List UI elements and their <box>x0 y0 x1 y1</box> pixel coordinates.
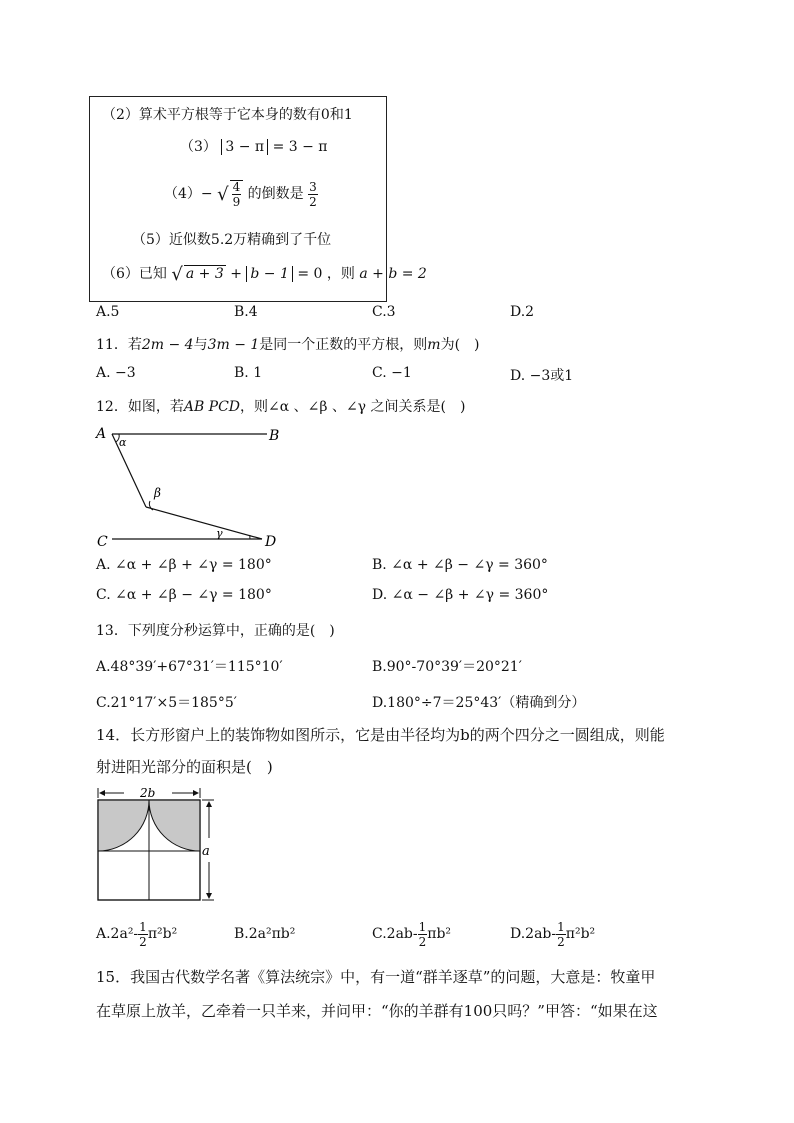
q12-figure <box>92 422 292 552</box>
q14-option-d[interactable]: D.2ab- $\frac{1}{2}$ π²b² <box>510 919 596 949</box>
q14-stem-line1: 14．长方形窗户上的装饰物如图所示，它是由半径均为b的两个四分之一圆组成，则能 <box>96 726 665 744</box>
q10-option-c[interactable]: C.3 <box>372 304 396 320</box>
q13-option-a[interactable]: A.48°39′+67°31′＝115°10′ <box>96 659 283 675</box>
label-beta: β <box>154 486 161 500</box>
q13-option-d[interactable]: D.180°÷7＝25°43′（精确到分） <box>372 695 586 711</box>
line-vertex-d <box>146 507 262 539</box>
sqrt-icon: √ <box>217 184 229 205</box>
q11-option-b[interactable]: B. 1 <box>234 365 263 381</box>
label-c: C <box>97 534 108 550</box>
label-a: A <box>96 426 107 442</box>
label-2b: 2b <box>140 786 156 800</box>
q11-stem: 11．若2m − 4与3m − 1是同一个正数的平方根，则m为( ) <box>96 337 480 353</box>
q13-option-b[interactable]: B.90°-70°39′＝20°21′ <box>372 659 522 675</box>
q12-option-b[interactable]: B. ∠α + ∠β − ∠γ = 360° <box>372 557 548 573</box>
q14-option-c[interactable]: C.2ab- $\frac{1}{2}$ πb² <box>372 919 452 949</box>
q12-stem: 12．如图，若AB PCD，则∠α 、∠β 、∠γ 之间关系是( ) <box>96 399 466 415</box>
label-alpha: α <box>119 436 127 449</box>
q15-stem-line2: 在草原上放羊，乙牵着一只羊来，并问甲：“你的羊群有100只吗？”甲答：“如果在这 <box>96 1002 658 1020</box>
q10-option-b[interactable]: B.4 <box>234 304 258 320</box>
label-a-side: a <box>202 844 210 859</box>
label-d: D <box>265 534 277 550</box>
q13-option-c[interactable]: C.21°17′×5＝185°5′ <box>96 695 237 711</box>
line-a-vertex <box>112 434 146 507</box>
statement-2: （2）算术平方根等于它本身的数有0和1 <box>102 107 353 123</box>
label-b: B <box>269 428 280 444</box>
q12-option-d[interactable]: D. ∠α − ∠β + ∠γ = 360° <box>372 587 549 603</box>
sqrt-icon: √ <box>171 264 183 285</box>
statement-3: （3） 3 − π = 3 − π <box>180 139 328 155</box>
statement-4: （4）− √ $\frac{4}{9}$ 的倒数是 $\frac{3}{2}$ <box>164 179 317 209</box>
q14-window-figure <box>94 784 224 906</box>
q11-option-a[interactable]: A. −3 <box>96 365 136 381</box>
q15-stem-line1: 15．我国古代数学名著《算法统宗》中，有一道“群羊逐草”的问题，大意是：牧童甲 <box>96 968 656 986</box>
q11-option-d[interactable]: D. −3或1 <box>510 368 574 384</box>
q14-option-b[interactable]: B.2a²πb² <box>234 926 296 942</box>
label-gamma: γ <box>216 527 223 540</box>
q10-option-d[interactable]: D.2 <box>510 304 535 320</box>
statement-6: （6）已知 √ a + 3 + b − 1 = 0 ，则 a + b = 2 <box>102 264 427 285</box>
q14-option-a[interactable]: A.2a²- $\frac{1}{2}$ π²b² <box>96 919 178 949</box>
q12-option-a[interactable]: A. ∠α + ∠β + ∠γ = 180° <box>96 557 272 573</box>
q10-option-a[interactable]: A.5 <box>96 304 120 320</box>
q13-stem: 13．下列度分秒运算中，正确的是( ) <box>96 623 335 639</box>
q12-option-c[interactable]: C. ∠α + ∠β − ∠γ = 180° <box>96 587 272 603</box>
q11-option-c[interactable]: C. −1 <box>372 365 412 381</box>
abs-value-3-pi: 3 − π <box>221 139 268 155</box>
q14-stem-line2: 射进阳光部分的面积是( ) <box>96 758 273 776</box>
statement-5: （5）近似数5.2万精确到了千位 <box>132 232 332 248</box>
